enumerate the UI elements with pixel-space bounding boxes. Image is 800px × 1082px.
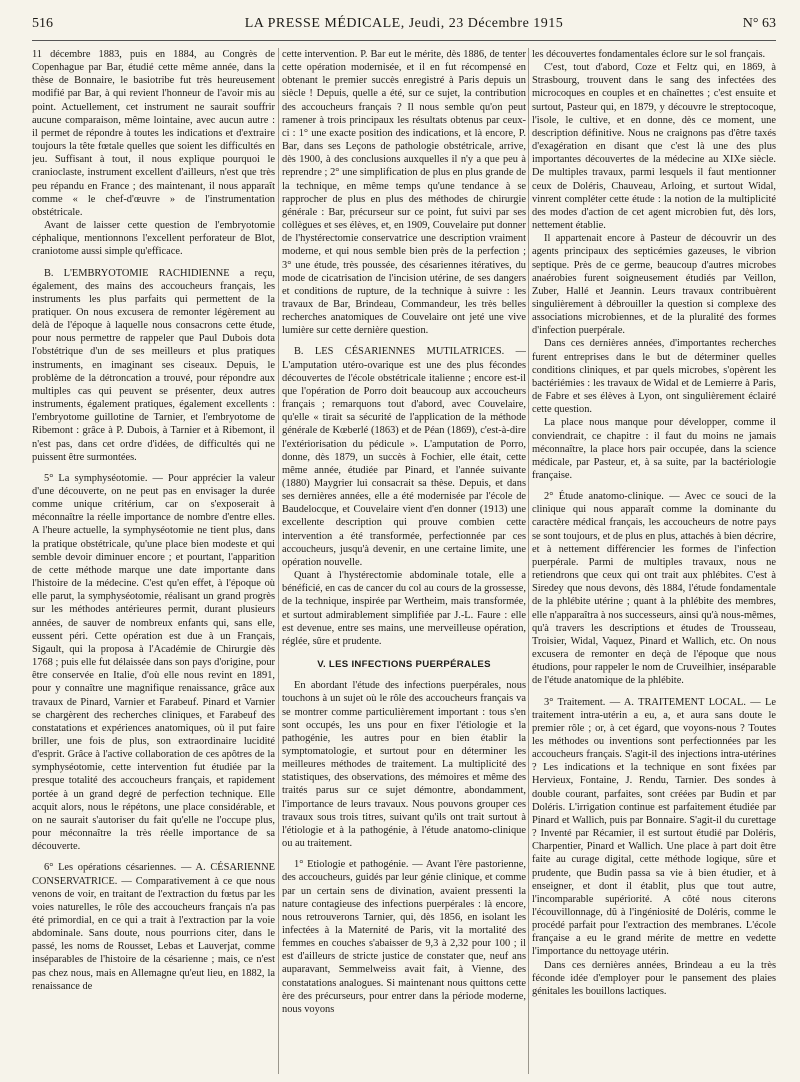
column-3 xyxy=(532,48,776,1074)
paragraph: B. LES CÉSARIENNES MUTILATRICES. — L'amputation utéro-ovarique est une des plus fécondes découvertes de l'école obstétricale italienne ; encore est-il que l'opération de Porro doit beaucoup aux accoucheurs français ; remarquons tout d'abord, avec Couvelaire, qu'elle « tirait sa sécurité de l'application de la méthode générale de Kœberlé (1863) et de Péan (1869), c'est-à-dire l'extériorisation du pédicule ». L'amputation de Porro, donne, dès 1879, un succès à Fochier, elle était, cette même année, étudiée par Pinard, et l'année suivante (1880) Maygrier lui consacrait sa thèse. Depuis, et dans ses dernières années, elle a été modernisée par l'école de Baudelocque, et Couvelaire vient d'en donner (1913) une excellente description qui prouve combien cette intervention a été transformée, perfectionnée par ces accoucheurs, jusqu'à devenir, en une certaine limite, une opération nouvelle. xyxy=(282,346,526,568)
paragraph-anatomo-clinique: 2° Étude anatomo-clinique. — Avec ce souci de la clinique qui nous apparaît comme la dominante du caractère médical français, les accoucheurs de notre pays se sont toujours, et de plus en plus, attachés à bien décrire, et à nettement différencier les formes de l'infection puerpérale. Parmi de multiples travaux, nous ne retiendrons que ceux qui ont trait aux phlébites. C'est à Siredey que nous devons, dès 1884, l'étude fondamentale de la phlébite utérine ; quant à la phlébite des membres, elle n'apparaîtra à nos successeurs, ainsi qu'à nous-mêmes, qu'à travers les descriptions et études de Trousseau, Troisier, Widal, Vaquez, Pinard et Wallich, etc. On nous excusera de remonter en deçà de l'époque que nous étudions, pour rappeler le nom de Cruveilhier, inséparable de l'étude anatomique de la phlébite. xyxy=(532,491,776,687)
column-1 xyxy=(32,48,275,1074)
column-divider xyxy=(278,48,279,1074)
paragraph: Dans ces dernières années, Brindeau a eu la très féconde idée d'employer pour le pansement des plaies génitales les bouillons lactiques. xyxy=(532,959,776,997)
issue-number: N° 63 xyxy=(742,16,776,31)
page-header xyxy=(32,14,776,36)
publication-title: LA PRESSE MÉDICALE, Jeudi, 23 Décembre 1915 xyxy=(244,16,564,31)
paragraph: les découvertes fondamentales éclore sur le sol français. xyxy=(532,49,766,60)
paragraph: Dans ces dernières années, d'importantes recherches furent entreprises dans le but de déterminer quelles conditions cliniques, et par quels microbes, s'opèrent les bactériémies : les travaux de Widal et de Lemierre à Paris, de Fabre et ses élèves à Lyon, ont singulièrement éclairé cette question. xyxy=(532,338,776,416)
paragraph: C'est, tout d'abord, Coze et Feltz qui, en 1869, à Strasbourg, trouvent dans le sang des infectées des microcoques en couples et en chaînettes ; c'est ensuite et surtout, Pasteur qui, en 1879, y découvre le streptocoque, l'isole, le cultive, et en donne, dès ce moment, une description définitive. Nous ne craignons pas d'être taxés d'exagération en disant que c'est là une des plus importantes découvertes de la médecine au XIXe siècle. De multiples travaux, parmi lesquels il faut mentionner ceux de Doléris, Chauveau, Arloing, et surtout Widal, vinrent compléter cette étude : la notion de la multiplicité des modes d'action de cet agent microbien fut, dès lors, nettement établie. xyxy=(532,62,776,232)
paragraph: B. L'EMBRYOTOMIE RACHIDIENNE a reçu, également, des mains des accoucheurs français, les instruments les plus parfaits qui permettent de la pratiquer. On nous excusera de remonter légèrement au delà de l'époque à laquelle nous consacrons cette étude, pour nous permettre de rappeler que Paul Dubois dota l'obstétrique d'un de ses meilleurs et plus pratiques instruments, en imaginant ses ciseaux. Depuis, le problème de la détroncation a trouvé, pour répondre aux multiples cas qui peuvent se présenter, deux autres instruments, également pratiques, également excellents : l'embryotome guillotine de Tarnier, et l'embryotome de Ribemont : grâce à P. Dubois, à Tarnier et à Ribemont, il n'est pas, dans cet ordre d'idées, de difficultés qui ne puissent être surmontées. xyxy=(32,267,275,463)
page-number: 516 xyxy=(32,16,53,31)
paragraph: La place nous manque pour développer, comme il conviendrait, ce chapitre : il faut du moins ne jamais méconnaître, la place hors pair occupée, dans la science médicale, par Pasteur, et, à sa suite, par la bactériologie française. xyxy=(532,417,776,481)
paragraph: Il appartenait encore à Pasteur de découvrir un des agents principaux des septicémies gazeuses, le vibrion septique. Près de ce germe, beaucoup d'autres microbes anaérobies furent soigneusement étudiés par Veillon, Zuber, Hallé et Jeannin. Leurs travaux contribuèrent singulièrement à débrouiller la question si complexe des associations microbiennes, et de la pluralité des formes d'infection puerpérale. xyxy=(532,233,776,337)
paragraph-cesariennes: 6° Les opérations césariennes. — A. CÉSARIENNE CONSERVATRICE. — Comparativement à ce que nous venons de voir, en traitant de l'extraction du fœtus par les voies naturelles, le rôle des accoucheurs français n'a pas été primordial, en ce qui a trait à l'extraction par la voie abdominale. Sans doute, nous pourrions citer, dans le passé, les noms de Rousset, Lebas et Lauverjat, comme inséparables de l'histoire de la césarienne ; mais, ce n'est pas chez nous, mais en Allemagne qu'eut lieu, en 1882, la renaissance de xyxy=(32,862,275,992)
column-2 xyxy=(282,48,526,1074)
paragraph-symphyseotomie: 5° La symphyséotomie. — Pour apprécier la valeur d'une découverte, on ne peut pas en envisager la durée comme unique critérium, car on s'exposerait à méconnaître la réelle importance de nombre d'entre elles. A l'heure actuelle, la symphyséotomie ne tient plus, dans la pratique obstétricale, qu'une place bien modeste et qui semble devoir diminuer encore ; et pourtant, l'apparition de cette méthode marque une date importante dans l'histoire de la médecine. C'est qu'en effet, à l'époque où elle parut, la symphyséotomie, réalisant un grand progrès sur les méthodes antérieures permit, durant plusieurs années, de sauver de nombreux enfants qui, sans elle, eussent péri. Cette opération est due à un Français, Sigault, qui la proposa à l'Académie de Chirurgie dès 1768 ; puis elle fut délaissée dans son pays d'origine, pour être conservée en Italie, d'où elle nous revint en 1891, pour y connaître une magnifique renaissance, grâce aux travaux de Pinard, Varnier et Farabeuf. Pinard et Varnier se chargèrent des recherches cliniques, et Farabeuf des constatations et expériences anatomiques, où il put faire briller, une fois de plus, son extraordinaire lucidité d'esprit. Grâce à l'active collaboration de ces apôtres de la symphyséotomie, cette intervention fut étudiée par la presque totalité des accoucheurs français, et rapidement portée à un grand degré de perfection technique. Elle acquit alors, nous le répétons, une place considérable, et on ne saurait s'autoriser du fait qu'elle ne l'occupe plus, pour méconnaître la très réelle importance de sa découverte. xyxy=(32,472,275,853)
paragraph-traitement: 3° Traitement. — A. TRAITEMENT LOCAL. — Le traitement intra-utérin a eu, a, et aura sans doute le premier rôle ; or, à cet égard, que voyons-nous ? Toutes les méthodes ou inventions sont perfectionnées par les accoucheurs français. S'agit-il des injections intra-utérines ? Les indications et la technique en sont fixées par Hervieux, Fontaine, J. Rendu, Tarnier. Des sondes à double courant, parfaites, sont créées par Budin et par Doléris. L'irrigation continue est parfaitement étudiée par Pinard et Wallich, puis par Bonnaire. S'agit-il du curettage ? Inventé par Récamier, il est surtout étudié par Doléris, Charpentier, Pinard et Wallich. Une place à part doit être faite au curage digital, cette méthode logique, sûre et prudente, que Budin passa sa vie à bien étudier, et à enseigner, et dont il établit, plus que tout autre, l'incomparable supériorité. A côté nous citerons l'écouvillonnage, dû à l'ingéniosité de Doléris, comme le procédé parfait pour l'extraction des membranes. L'école française a eu le grand mérite de mettre en vedette l'importance du nettoyage utérin. xyxy=(532,696,776,958)
paragraph: Quant à l'hystérectomie abdominale totale, elle a bénéficié, en cas de cancer du col au cours de la grossesse, de la technique, inspirée par Wertheim, mais transformée, et surtout admirablement simplifiée par J.-L. Faure : elle est devenue, entre ses mains, une merveilleuse opération, réglée, sûre et prudente. xyxy=(282,570,526,647)
section-heading: V. LES INFECTIONS PUERPÉRALES xyxy=(317,659,491,671)
column-divider xyxy=(528,48,529,1074)
paragraph: En abordant l'étude des infections puerpérales, nous touchons à un sujet où le rôle des accoucheurs français va se montrer comme particulièrement important : tous s'en sont occupés, les uns pour en fixer l'étiologie et la pathogénie, les autres pour en bien établir la symptomatologie, et surtout pour en déterminer les meilleures méthodes de traitement. La multiplicité des statistiques, des observations, des mémoires et même des traités parus sur ce sujet démontre, abondamment, l'importance de leurs travaux. Nous pouvons grouper ces travaux sous trois titres, suivant qu'ils ont trait surtout à l'étiologie et à la pathogénie, à l'étude anatomo-clinique ou au traitement. xyxy=(282,680,526,850)
paragraph-etiologie: 1° Etiologie et pathogénie. — Avant l'ère pastorienne, des accoucheurs, guidés par leur génie clinique, et comme par un certain sens de divination, avaient pressenti la nature contagieuse des infections puerpérales : là encore, nous retrouverons Tarnier, qui, dès 1856, en isolant les infectées à la Maternité de Paris, vit la mortalité des femmes en couches s'abaisser de 9,3 à 2,32 pour 100 ; il est d'ailleurs de stricte justice de constater que, neuf ans auparavant, Semmelweiss avait fait, à Vienne, des constatations analogues. Si maintenant nous quittons cette ère des précurseurs, pour entrer dans la période moderne, nous voyons xyxy=(282,859,526,1015)
paragraph: cette intervention. P. Bar eut le mérite, dès 1886, de tenter cette opération modernisée, et il en fut récompensé en obtenant le premier succès enregistré à Paris depuis un siècle ! Depuis, quelle a été, sur ce sujet, la contribution des accoucheurs français ? Il nous semble qu'on peut ramener à trois principaux les résultats obtenus par ceux-ci : 1° une exacte position des indications, et là encore, P. Bar, dans ses Leçons de pathologie obstétricale, arrive, dès 1900, à des conclusions auxquelles il n'y a que peu à reprendre ; 2° une simplification de plus en plus grande de la technique, en même temps qu'une tendance à se rapprocher de plus en plus des méthodes de chirurgie générale : Bar, précurseur sur ce point, fut suivi par ses collègues et ses élèves, et, en 1909, Couvelaire put donner de l'hystérectomie conservatrice une description vraiment moderne, et qui nous semble bien près de la perfection ; 3° une étude, très poussée, des césariennes itératives, du mode de cicatrisation de l'incision utérine, de ses dangers et conditions de rupture, de la technique à suivre : les travaux de Bar, Brindeau, Commandeur, les très belles recherches anatomiques de Couvelaire ont jeté une vive lumière sur cette dernière question. xyxy=(282,49,526,337)
paragraph: 11 décembre 1883, puis en 1884, au Congrès de Copenhague par Bar, étudié cette même année, dans la thèse de Bonnaire, le basiotribe fut très heureusement modifié par Bar, à qui revient l'honneur de l'avoir mis au point. Actuellement, cet instrument ne saurait souffrir aucune comparaison, même lointaine, avec aucun autre : il permet de répondre à toutes les indications et d'extraire toujours la tête fœtale quelles que soient les difficultés en jeu. Suffisant à tout, il nous explique pourquoi le cranioclaste, instrument excellent d'ailleurs, n'est que très peu répandu en France ; des maintenant, il nous apparaît comme « le chef-d'œuvre » de l'instrumentation obstétricale. xyxy=(32,49,275,218)
paragraph: Avant de laisser cette question de l'embryotomie céphalique, mentionnons l'excellent perforateur de Blot, craniotome aussi simple qu'efficace. xyxy=(32,220,275,258)
header-rule xyxy=(32,40,776,41)
